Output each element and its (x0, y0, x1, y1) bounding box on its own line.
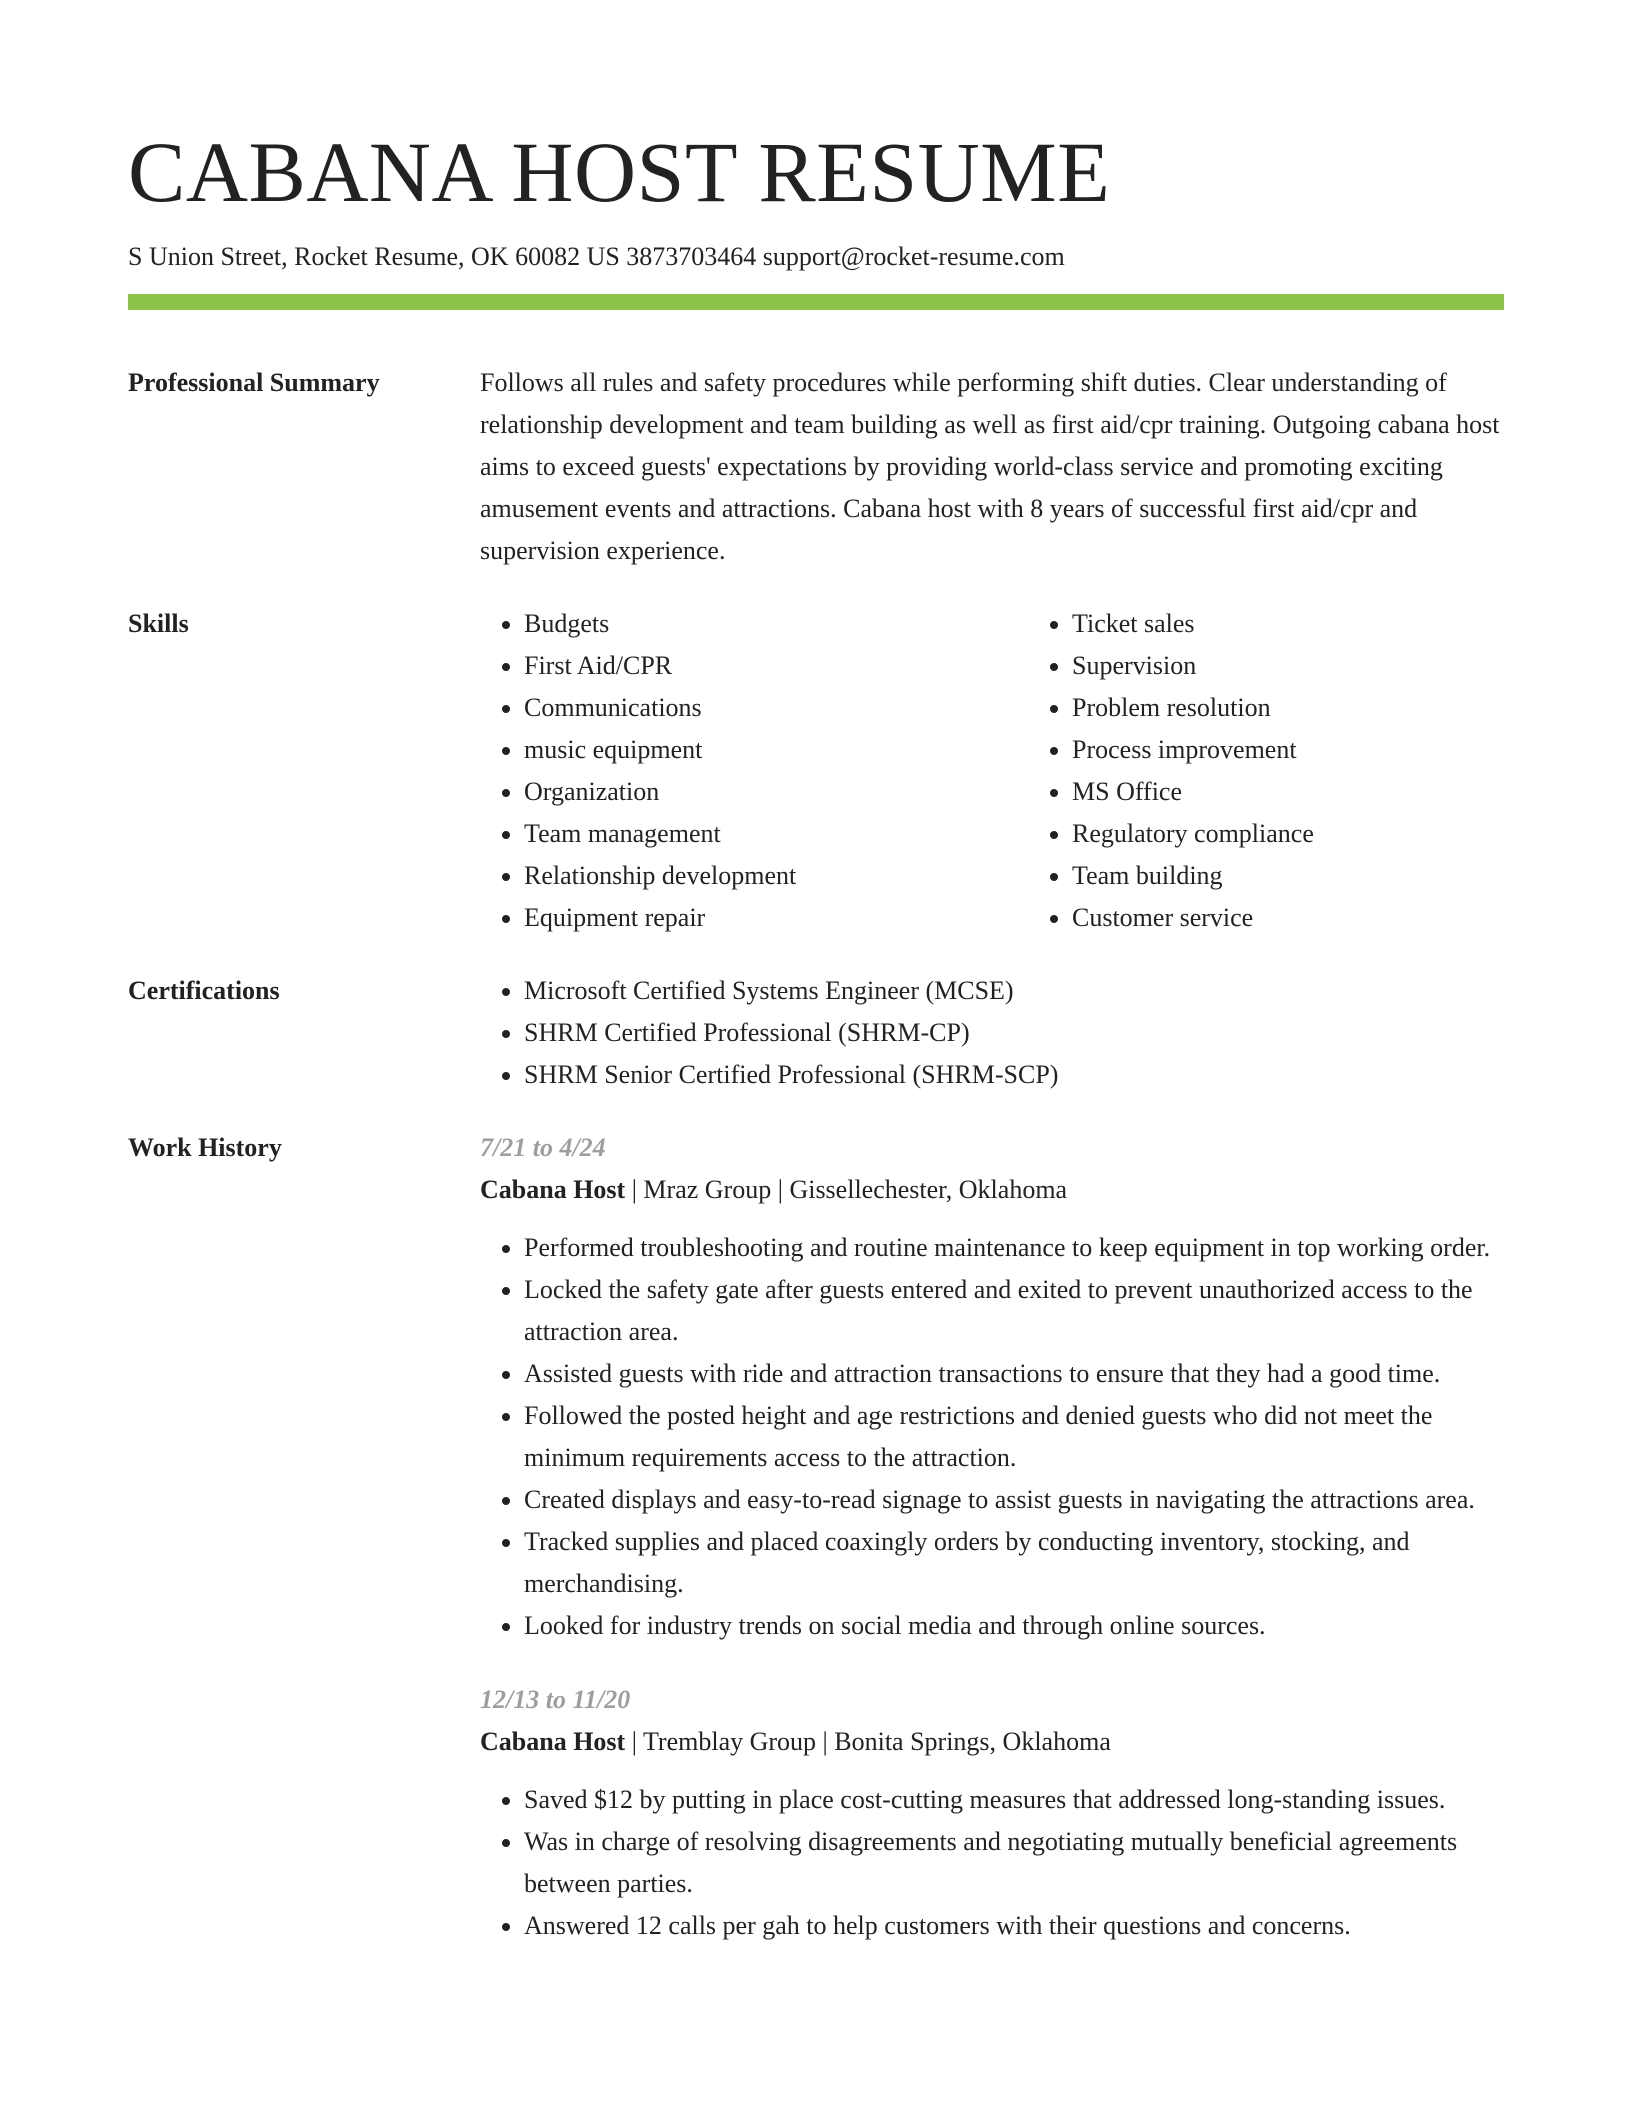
skill-item: • Team building (1072, 855, 1576, 897)
summary-text: Follows all rules and safety procedures while performing shift duties. Clear understanding of relationship development and team building as well as first aid/cpr training. Outgoing cabana host aims to exceed guests' expectations by providing world-class service and promoting exciting amusement events and attractions. Cabana host with 8 years of successful first aid/cpr and supervision experience. (480, 368, 1500, 565)
certification-item: • SHRM Certified Professional (SHRM-CP) (524, 1012, 1504, 1054)
job-date: 7/21 to 4/24 (480, 1133, 606, 1162)
job-duty-item: • Answered 12 calls per gah to help customers with their questions and concerns. (524, 1905, 1504, 1947)
skills-list-right (1028, 603, 1576, 939)
certifications-list (480, 970, 1504, 1096)
skills-list-left (480, 603, 1028, 939)
work-history-section (128, 1127, 1504, 1947)
job-heading (480, 1721, 1504, 1763)
job-duty-item: • Saved $12 by putting in place cost-cutting measures that addressed long-standing issues. (524, 1779, 1504, 1821)
certification-item: • Microsoft Certified Systems Engineer (MCSE) (524, 970, 1504, 1012)
skill-item: • Process improvement (1072, 729, 1576, 771)
certifications-label: Certifications (128, 976, 280, 1005)
skill-item: • Equipment repair (524, 897, 1028, 939)
skill-item: • Problem resolution (1072, 687, 1576, 729)
resume-title: CABANA HOST RESUME (128, 124, 1111, 220)
job-duty-item: • Was in charge of resolving disagreements and negotiating mutually beneficial agreements between parties. (524, 1821, 1504, 1905)
job-location: Bonita Springs, Oklahoma (834, 1727, 1111, 1756)
job-separator: | (816, 1727, 835, 1756)
skill-item: • First Aid/CPR (524, 645, 1028, 687)
job-location: Gissellechester, Oklahoma (789, 1175, 1068, 1204)
skill-item: • Supervision (1072, 645, 1576, 687)
skill-item: • Relationship development (524, 855, 1028, 897)
skill-item: • Budgets (524, 603, 1028, 645)
header-divider (128, 294, 1504, 310)
job-title: Cabana Host (480, 1727, 626, 1756)
skill-item: • Communications (524, 687, 1028, 729)
job-title: Cabana Host (480, 1175, 626, 1204)
job-duty-item: • Followed the posted height and age restrictions and denied guests who did not meet the minimum requirements access to the attraction. (524, 1395, 1504, 1479)
job-duties-list (480, 1779, 1504, 1947)
job-duty-item: • Assisted guests with ride and attraction transactions to ensure that they had a good time. (524, 1353, 1504, 1395)
skill-item: • Team management (524, 813, 1028, 855)
certification-item: • SHRM Senior Certified Professional (SHRM-SCP) (524, 1054, 1504, 1096)
skill-item: • Customer service (1072, 897, 1576, 939)
job-duties-list (480, 1227, 1504, 1647)
job-entry (480, 1679, 1504, 1947)
job-duty-item: • Looked for industry trends on social media and through online sources. (524, 1605, 1504, 1647)
summary-section (128, 362, 1504, 572)
job-duty-item: • Performed troubleshooting and routine maintenance to keep equipment in top working order. (524, 1227, 1504, 1269)
skill-item: • music equipment (524, 729, 1028, 771)
skill-item: • Ticket sales (1072, 603, 1576, 645)
skill-item: • Regulatory compliance (1072, 813, 1576, 855)
job-duty-item: • Created displays and easy-to-read signage to assist guests in navigating the attractions area. (524, 1479, 1504, 1521)
skill-item: • MS Office (1072, 771, 1576, 813)
summary-label: Professional Summary (128, 368, 380, 397)
contact-line: S Union Street, Rocket Resume, OK 60082 US 3873703464 support@rocket-resume.com (128, 242, 1065, 271)
resume-page (128, 0, 1504, 1947)
job-duty-item: • Tracked supplies and placed coaxingly orders by conducting inventory, stocking, and merchandising. (524, 1521, 1504, 1605)
job-company: Tremblay Group (642, 1727, 817, 1756)
job-heading (480, 1169, 1504, 1211)
job-duty-item: • Locked the safety gate after guests entered and exited to prevent unauthorized access to the attraction area. (524, 1269, 1504, 1353)
job-date: 12/13 to 11/20 (480, 1685, 631, 1714)
job-company: Mraz Group (643, 1175, 772, 1204)
skill-item: • Organization (524, 771, 1028, 813)
job-separator: | (771, 1175, 790, 1204)
skills-label: Skills (128, 609, 189, 638)
work-history-label: Work History (128, 1133, 282, 1162)
job-separator: | (625, 1727, 643, 1756)
skills-section (128, 603, 1504, 939)
job-entry (480, 1127, 1504, 1647)
certifications-section (128, 970, 1504, 1096)
job-separator: | (625, 1175, 644, 1204)
